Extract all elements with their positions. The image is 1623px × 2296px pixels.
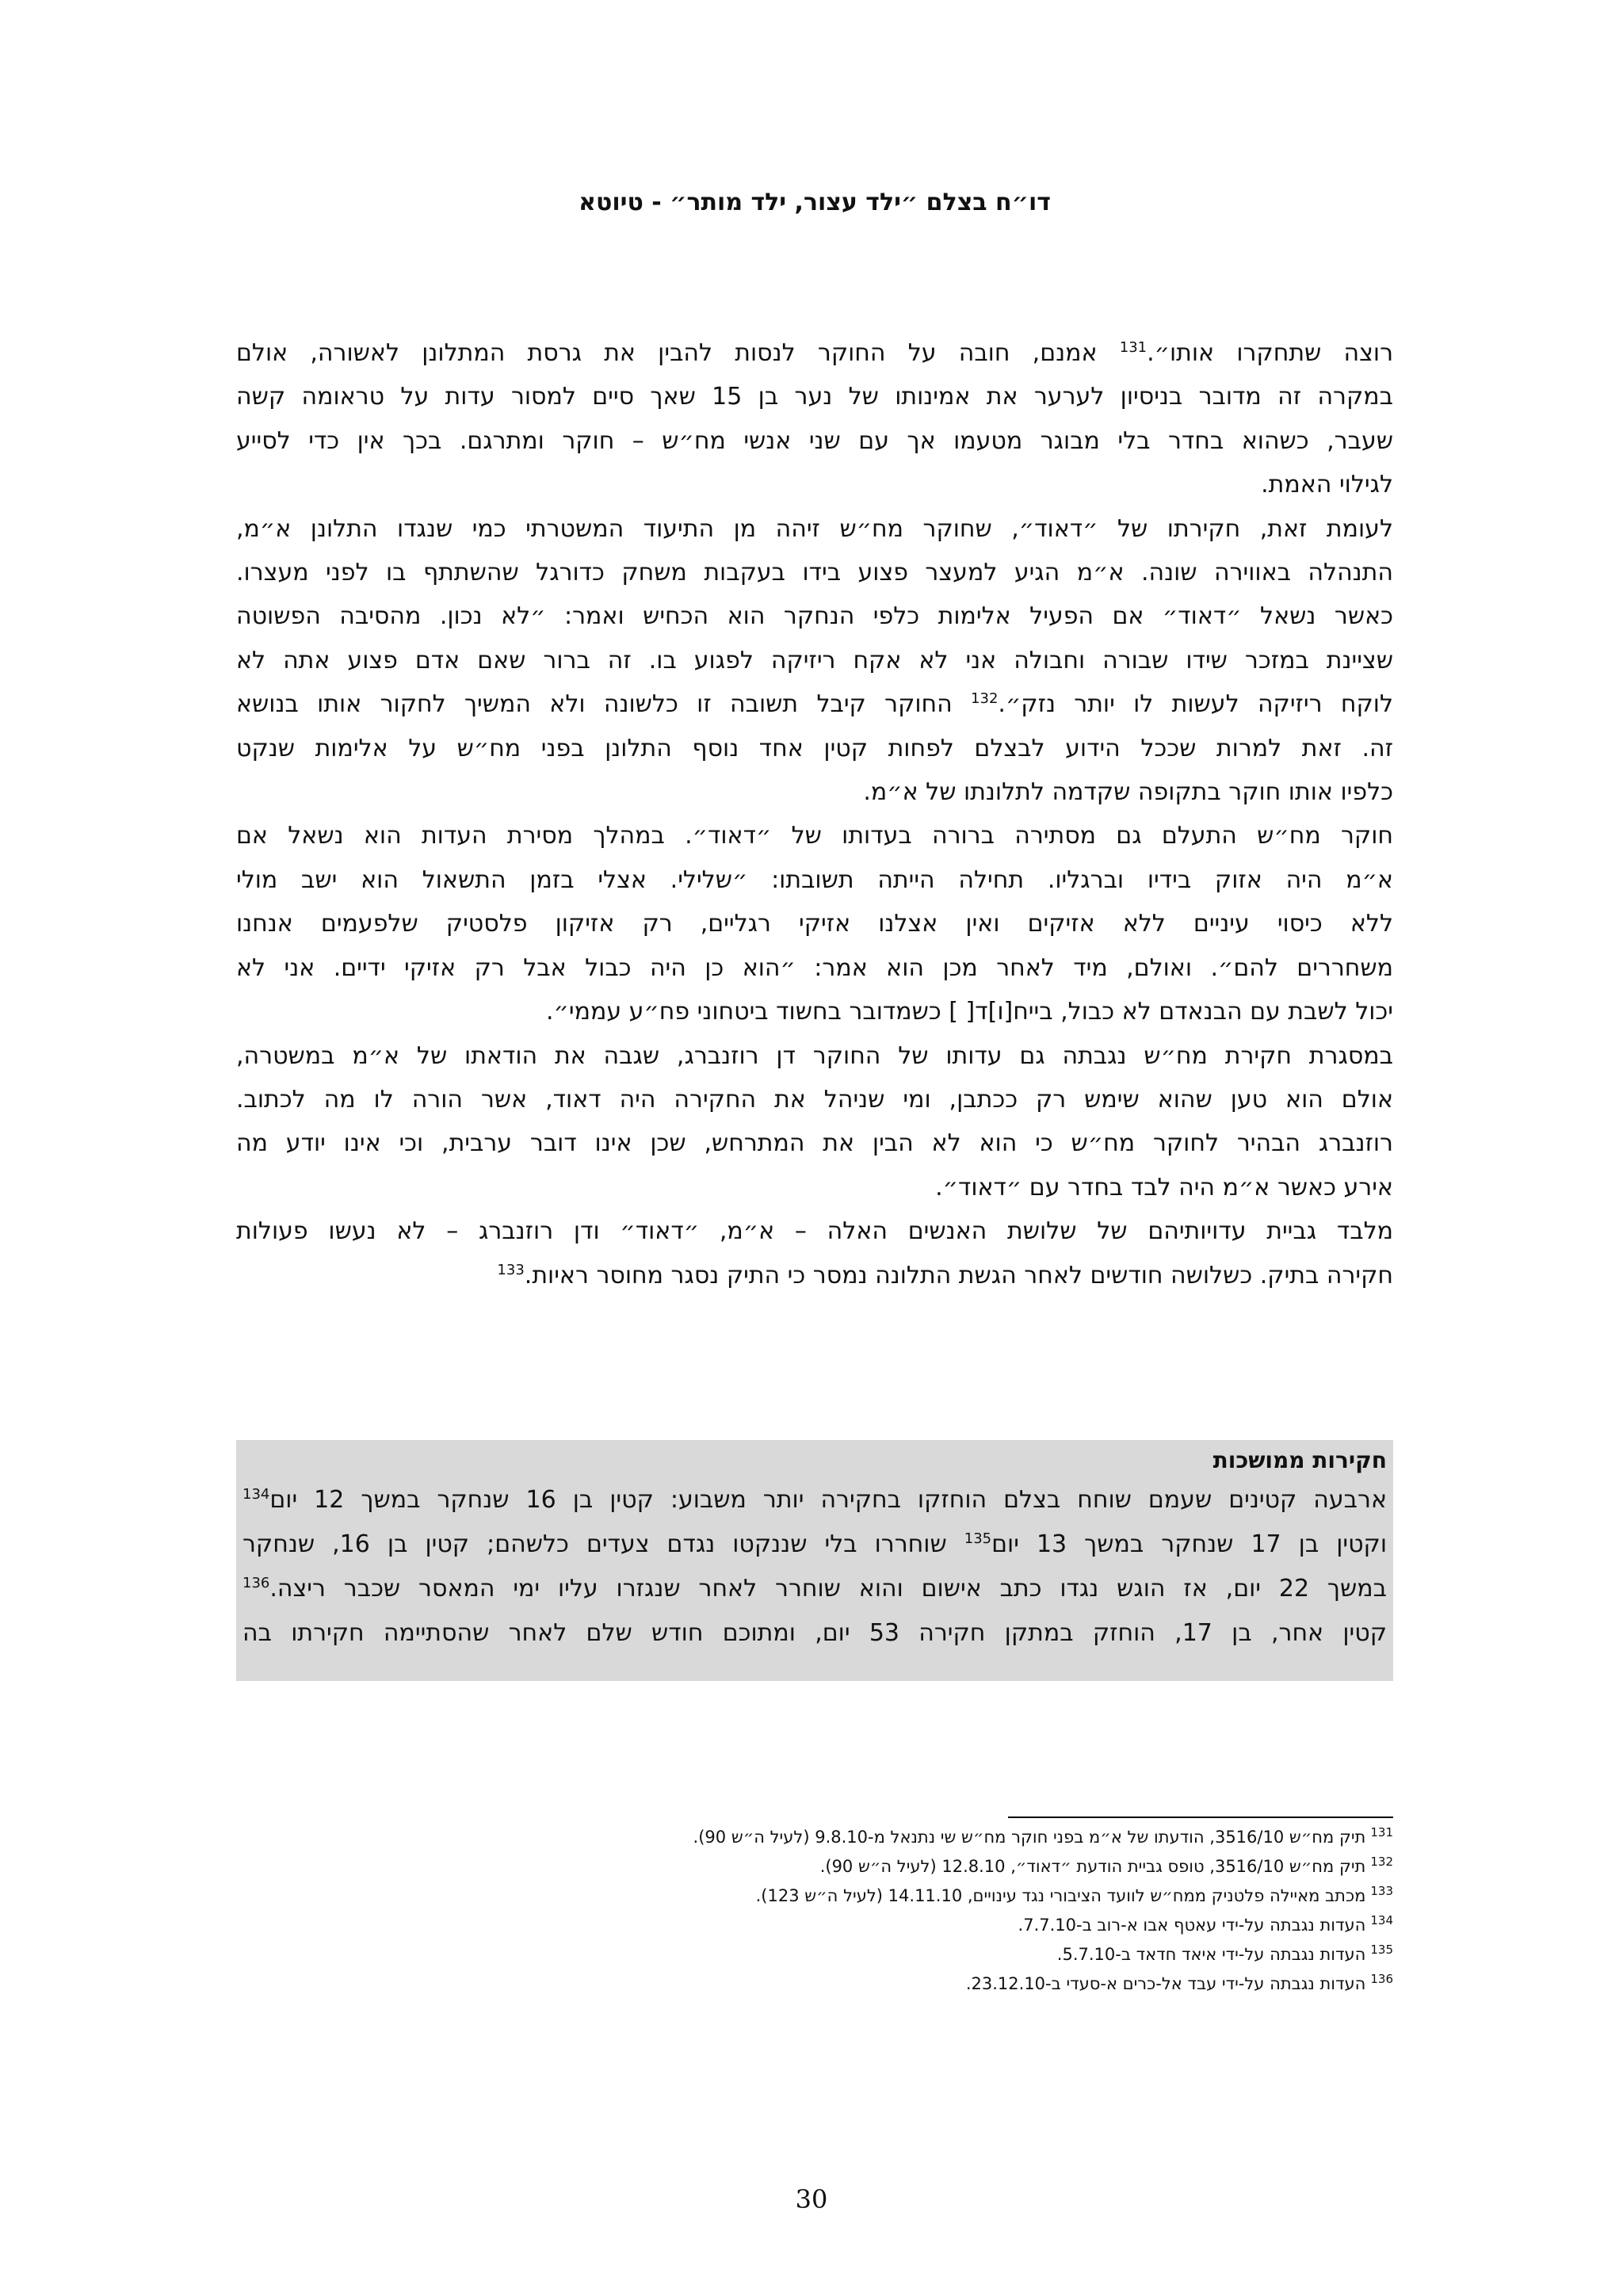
- text-line: לעומת זאת, חקירתו של ״דאוד״, שחוקר מח״ש זיהה מן התיעוד המשטרתי כמי שנגדו התלונן א״מ,: [236, 514, 1393, 543]
- footnote-item: [236, 1881, 1393, 1911]
- footnote-ref-133[interactable]: 133: [497, 1261, 525, 1278]
- text-line: אולם הוא טען שהוא שימש רק ככתבן, ומי שניהל את החקירה היה דאוד, אשר הורה לו מה לכתוב.: [236, 1085, 1393, 1114]
- footnote-number: 133: [1370, 1884, 1393, 1898]
- paragraph-5: [236, 1209, 1393, 1297]
- box-text: [242, 1478, 1387, 1656]
- paragraph-4: [236, 1034, 1393, 1210]
- page-number: 30: [795, 2184, 828, 2214]
- text-span: החוקר קיבל תשובה זו כלשונה ולא המשיך לחקור אותו בנושא: [236, 690, 972, 719]
- text-span: במשך 22 יום, אז הוגש נגדו כתב אישום והוא שוחרר לאחר שנגזרו עליו ימי המאסר שכבר ריצה.: [269, 1575, 1387, 1603]
- text-line: אירע כאשר א״מ היה לבד בחדר עם ״דאוד״.: [935, 1173, 1393, 1201]
- text-span: חקירה בתיק. כשלושה חודשים לאחר הגשת התלונה נמסר כי התיק נסגר מחוסר ראיות.: [524, 1261, 1393, 1289]
- footnote-item: [236, 1940, 1393, 1969]
- text-line: לגילוי האמת.: [1261, 471, 1393, 499]
- text-line: [242, 1567, 1387, 1611]
- footnote-text: תיק מח״ש 3516/10, הודעתו של א״מ בפני חוקר מח״ש שי נתנאל מ-9.8.10 (לעיל ה״ש 90).: [693, 1828, 1366, 1847]
- footnote-item: [236, 1969, 1393, 1999]
- paragraph-2: [236, 507, 1393, 815]
- paragraph-1: [236, 331, 1393, 507]
- footnote-separator: [1008, 1817, 1393, 1818]
- text-line: שעבר, כשהוא בחדר בלי מבוגר מטעמו אך עם שני אנשי מח״ש – חוקר ומתרגם. בכך אין כדי לסייע: [236, 426, 1393, 455]
- text-line: [236, 682, 1393, 726]
- text-span: וקטין בן 17 שנחקר במשך 13 יום: [991, 1530, 1387, 1558]
- footnote-ref-134[interactable]: 134: [242, 1486, 270, 1503]
- text-line: כלפיו אותו חוקר בתקופה שקדמה לתלונתו של א״מ.: [863, 778, 1393, 807]
- text-span: אמנם, חובה על החוקר לנסות להבין את גרסת המתלונן לאשורה, אולם: [236, 339, 1120, 367]
- footnote-text: העדות נגבתה על-ידי איאד חדאד ב-5.7.10.: [1056, 1945, 1366, 1964]
- text-line: [242, 1478, 1387, 1522]
- footnote-text: תיק מח״ש 3516/10, טופס גביית הודעת ״דאוד״, 12.8.10 (לעיל ה״ש 90).: [819, 1857, 1366, 1876]
- text-line: זה. זאת למרות שככל הידוע לבצלם לפחות קטין אחד נוסף התלונן בפני מח״ש על אלימות שנקט: [236, 734, 1393, 762]
- paragraph-3: [236, 814, 1393, 1033]
- footnote-number: 134: [1370, 1913, 1393, 1927]
- text-line: במסגרת חקירת מח״ש נגבתה גם עדותו של החוקר דן רוזנברג, שגבה את הודאתו של א״מ במשטרה,: [236, 1041, 1393, 1070]
- box-title: חקירות ממושכות: [1212, 1447, 1387, 1473]
- text-line: במקרה זה מדובר בניסיון לערער את אמינותו של נער בן 15 שאך סיים למסור עדות על טראומה קשה: [236, 383, 1393, 411]
- text-line: רוזנברג הבהיר לחוקר מח״ש כי הוא לא הבין את המתרחש, שכן אינו דובר ערבית, וכי אינו יודע מה: [236, 1129, 1393, 1158]
- text-line: שציינת במזכר שידו שבורה וחבולה אני לא אקח ריזיקה לפגוע בו. זה ברור שאם אדם פצוע אתה לא: [236, 646, 1393, 674]
- text-line: ללא כיסוי עיניים ללא אזיקים ואין אצלנו אזיקי רגליים, רק אזיקון פלסטיק שלפעמים אנחנו: [236, 910, 1393, 938]
- footnote-ref-131[interactable]: 131: [1119, 339, 1148, 356]
- text-line: קטין אחר, בן 17, הוחזק במתקן חקירה 53 יום, ומתוכם חודש שלם לאחר שהסתיימה חקירתו בה: [242, 1619, 1387, 1647]
- text-line: משחררים להם״. ואולם, מיד לאחר מכן הוא אמר: ״הוא כן היה כבול אבל רק אזיקי ידיים. אני לא: [236, 953, 1393, 982]
- text-line: כאשר נשאל ״דאוד״ אם הפעיל אלימות כלפי הנחקר הוא הכחיש ואמר: ״לא נכון. מהסיבה הפשוטה: [236, 602, 1393, 631]
- footnote-ref-135[interactable]: 135: [964, 1530, 992, 1547]
- footnotes-section: [236, 1823, 1393, 1999]
- footnote-number: 135: [1370, 1943, 1393, 1957]
- footnote-ref-132[interactable]: 132: [971, 690, 999, 708]
- text-line: [236, 331, 1393, 375]
- text-line: מלבד גביית עדויותיהם של שלושת האנשים האלה – א״מ, ״דאוד״ ודן רוזנברג – לא נעשו פעולות: [236, 1217, 1393, 1246]
- footnote-item: [236, 1911, 1393, 1940]
- footnote-text: העדות נגבתה על-ידי עאטף אבו א-רוב ב-7.7.10.: [1018, 1916, 1366, 1935]
- footnote-item: [236, 1823, 1393, 1852]
- text-line: התנהלה באווירה שונה. א״מ הגיע למעצר פצוע בידו בעקבות משחק כדורגל שהשתתף בו לפני מעצרו.: [236, 559, 1393, 587]
- footnote-number: 136: [1370, 1972, 1393, 1986]
- text-span: לוקח ריזיקה לעשות לו יותר נזק״.: [998, 690, 1393, 719]
- text-span: שוחררו בלי שננקטו נגדם צעדים כלשהם; קטין בן 16, שנחקר: [242, 1530, 964, 1558]
- text-line: חוקר מח״ש התעלם גם מסתירה ברורה בעדותו של ״דאוד״. במהלך מסירת העדות הוא נשאל אם: [236, 822, 1393, 850]
- footnote-text: העדות נגבתה על-ידי עבד אל-כרים א-סעדי ב-23.12.10.: [965, 1974, 1366, 1993]
- text-span: רוצה שתחקרו אותו״.: [1147, 339, 1393, 367]
- footnote-ref-136[interactable]: 136: [242, 1575, 270, 1591]
- footnote-item: [236, 1852, 1393, 1881]
- main-body-text: [236, 331, 1393, 1297]
- sidebar-box-long-interrogations: [236, 1440, 1393, 1681]
- text-line: יכול לשבת עם הבנאדם לא כבול, בייח[ו]ד[ ] כשמדובר בחשוד ביטחוני פח״ע עממי״.: [545, 998, 1393, 1026]
- page-header-title: דו״ח בצלם ״ילד עצור, ילד מותר״ - טיוטא: [579, 189, 1051, 216]
- footnote-text: מכתב מאיילה פלטניק ממח״ש לוועד הציבורי נגד עינויים, 14.11.10 (לעיל ה״ש 123).: [755, 1886, 1366, 1905]
- footnote-number: 132: [1370, 1855, 1393, 1869]
- text-line: [236, 1254, 1393, 1297]
- footnote-number: 131: [1370, 1825, 1393, 1839]
- text-line: [242, 1522, 1387, 1567]
- text-line: א״מ היה אזוק בידיו וברגליו. תחילה הייתה תשובתו: ״שלילי. אצלי בזמן התשאול הוא ישב מולי: [236, 865, 1393, 894]
- text-span: ארבעה קטינים שעמם שוחח בצלם הוחזקו בחקירה יותר משבוע: קטין בן 16 שנחקר במשך 12 יום: [269, 1486, 1387, 1514]
